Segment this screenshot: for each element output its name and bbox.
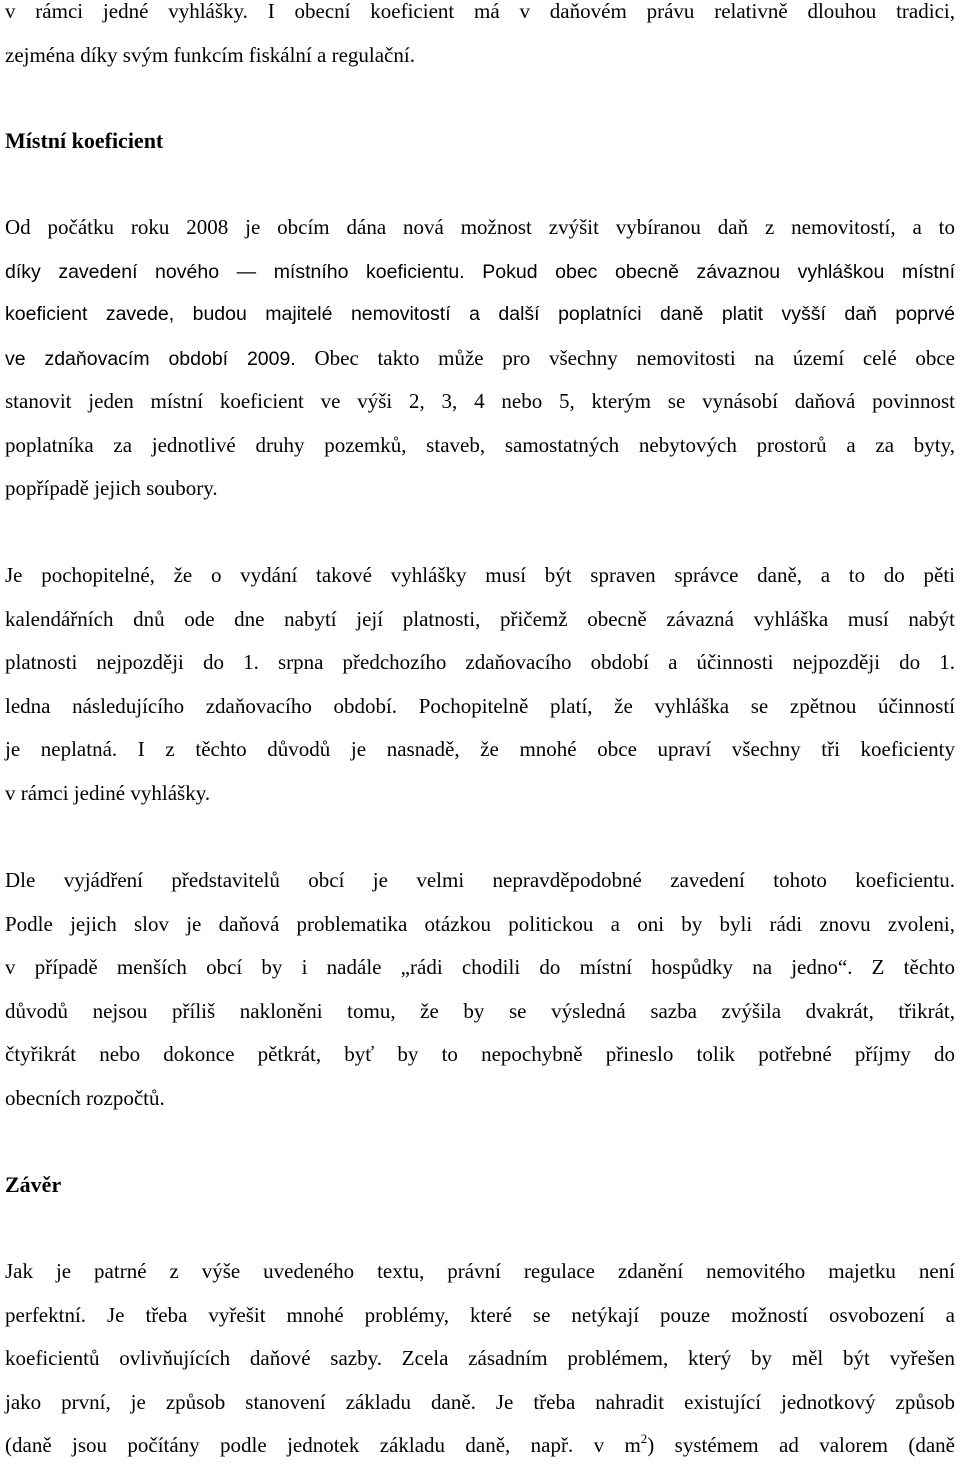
paragraph-line: stanovit jeden místní koeficient ve výši 2, 3, 4 nebo 5, kterým se vynásobí daňová povinnost bbox=[5, 389, 955, 413]
paragraph-line: obecních rozpočtů. bbox=[5, 1085, 165, 1110]
paragraph-line: v případě menších obcí by i nadále „rádi chodili do místní hospůdky na jedno“. Z těchto bbox=[5, 955, 955, 979]
paragraph-line: perfektní. Je třeba vyřešit mnohé problémy, které se netýkají pouze možností osvobození a bbox=[5, 1302, 955, 1327]
local-paragraph-2 bbox=[5, 554, 955, 815]
paragraph-line: Je pochopitelné, že o vydání takové vyhlášky musí být spraven správce daně, a to do pěti bbox=[5, 563, 955, 587]
paragraph-line: je neplatná. I z těchto důvodů je nasnadě, že mnohé obce upraví všechny tři koeficienty bbox=[5, 737, 955, 761]
paragraph-line: jako první, je způsob stanovení základu daně. Je třeba nahradit existující jednotkový způsob bbox=[5, 1389, 955, 1414]
paragraph-line: koeficientů ovlivňujících daňové sazby. Zcela zásadním problémem, který by měl být vyřešen bbox=[5, 1346, 955, 1370]
local-paragraph-3 bbox=[5, 859, 955, 1120]
paragraph-line: v rámci jediné vyhlášky. bbox=[5, 780, 211, 805]
paragraph-line: Jak je patrné z výše uvedeného textu, právní regulace zdanění nemovitého majetku není bbox=[5, 1259, 955, 1283]
paragraph-line: popřípadě jejich soubory. bbox=[5, 476, 218, 500]
intro-paragraph bbox=[5, 0, 955, 77]
intro-line-2: zejména díky svým funkcím fiskální a regulační. bbox=[5, 42, 415, 67]
paragraph-line: ledna následujícího zdaňovacího období. Pochopitelně platí, že vyhláška se zpětnou účinností bbox=[5, 693, 955, 718]
heading-conclusion: Závěr bbox=[5, 1172, 62, 1197]
text-run: Obec takto může pro všechny nemovitosti na území celé obce bbox=[314, 345, 955, 370]
paragraph-line bbox=[5, 1424, 955, 1468]
paragraph-line: Podle jejich slov je daňová problematika otázkou politickou a oni by byli rádi znovu zvoleni, bbox=[5, 911, 955, 936]
conclusion-paragraph-1 bbox=[5, 1250, 955, 1468]
text-run: díky zavedení nového — místního koeficientu. Pokud obec obecně závaznou vyhláškou místní bbox=[5, 260, 955, 283]
paragraph-line: poplatníka za jednotlivé druhy pozemků, staveb, samostatných nebytových prostorů a za byty, bbox=[5, 432, 955, 457]
heading-local-coefficient: Místní koeficient bbox=[5, 128, 164, 153]
superscript: 2 bbox=[640, 1431, 648, 1446]
paragraph-line: Od počátku roku 2008 je obcím dána nová možnost zvýšit vybíranou daň z nemovitostí, a to bbox=[5, 215, 955, 239]
paragraph-line: čtyřikrát nebo dokonce pětkrát, byť by to nepochybně přineslo tolik potřebné příjmy do bbox=[5, 1042, 955, 1066]
paragraph-line: důvodů nejsou příliš nakloněni tomu, že by se výsledná sazba zvýšila dvakrát, třikrát, bbox=[5, 998, 955, 1023]
text-run: ve zdaňovacím období 2009. bbox=[5, 347, 296, 370]
intro-line-1: v rámci jedné vyhlášky. I obecní koeficient má v daňovém právu relativně dlouhou tradici, bbox=[5, 0, 955, 23]
text-run: (daně jsou počítány podle jednotek základu daně, např. v m bbox=[5, 1433, 641, 1457]
paragraph-line: platnosti nejpozději do 1. srpna předchozího zdaňovacího období a účinnosti nejpozději do 1. bbox=[5, 650, 955, 674]
local-paragraph-1 bbox=[5, 206, 955, 511]
text-run: ) systémem ad valorem (daně bbox=[647, 1433, 955, 1457]
paragraph-line bbox=[5, 337, 955, 381]
paragraph-line bbox=[5, 250, 955, 294]
paragraph-line: Dle vyjádření představitelů obcí je velmi nepravděpodobné zavedení tohoto koeficientu. bbox=[5, 868, 955, 892]
paragraph-line: koeficient zavede, budou majitelé nemovitostí a další poplatníci daně platit vyšší daň poprvé bbox=[5, 303, 955, 325]
paragraph-line: kalendářních dnů ode dne nabytí její platnosti, přičemž obecně závazná vyhláška musí nabýt bbox=[5, 606, 955, 631]
